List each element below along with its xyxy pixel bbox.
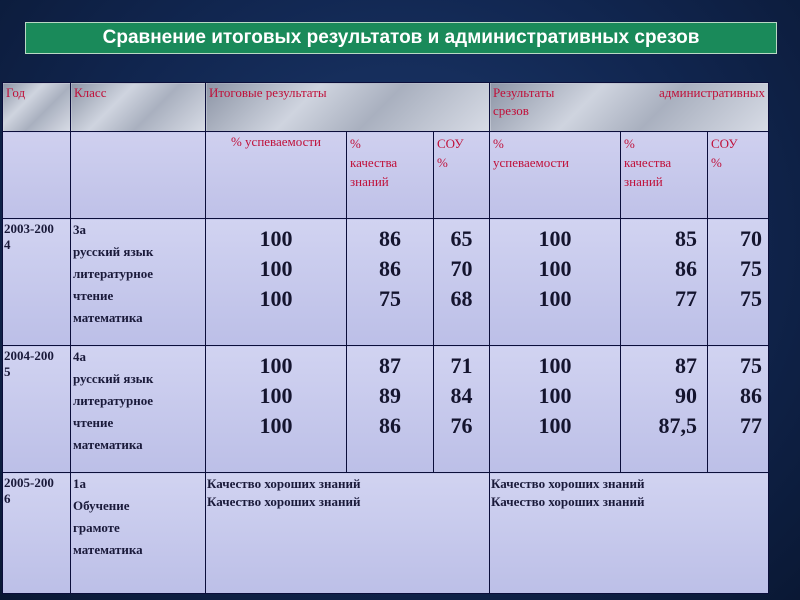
subheader-pct-success: % успеваемости xyxy=(206,132,347,219)
subheader-sou: СОУ % xyxy=(434,132,490,219)
subheader-admin-sou: СОУ % xyxy=(708,132,769,219)
final-sou-cell: 65 70 68 xyxy=(434,219,490,346)
final-quality-cell: 87 89 86 xyxy=(347,346,434,473)
class-cell: 4а русский язык литературное чтение математика xyxy=(71,346,206,473)
header-row xyxy=(3,83,769,132)
admin-quality-text-cell: Качество хороших знаний Качество хороших знаний xyxy=(490,473,769,594)
results-table xyxy=(2,82,769,594)
table-row xyxy=(3,346,769,473)
admin-sou-cell: 75 86 77 xyxy=(708,346,769,473)
final-sou-cell: 71 84 76 xyxy=(434,346,490,473)
subheader-blank-class xyxy=(71,132,206,219)
subheader-row xyxy=(3,132,769,219)
year-cell: 2005-200 6 xyxy=(3,473,71,594)
class-cell: 3а русский язык литературное чтение математика xyxy=(71,219,206,346)
year-cell: 2003-200 4 xyxy=(3,219,71,346)
header-final-results: Итоговые результаты xyxy=(206,83,490,132)
subheader-admin-pct-quality: % качества знаний xyxy=(621,132,708,219)
admin-sou-cell: 70 75 75 xyxy=(708,219,769,346)
header-class: Класс xyxy=(71,83,206,132)
final-success-cell: 100 100 100 xyxy=(206,346,347,473)
year-cell: 2004-200 5 xyxy=(3,346,71,473)
final-quality-text-cell: Качество хороших знаний Качество хороших знаний xyxy=(206,473,490,594)
table-row xyxy=(3,219,769,346)
admin-quality-cell: 85 86 77 xyxy=(621,219,708,346)
table-row xyxy=(3,473,769,594)
admin-success-cell: 100 100 100 xyxy=(490,346,621,473)
subheader-pct-quality: % качества знаний xyxy=(347,132,434,219)
header-admin-results: Результаты административных срезов xyxy=(490,83,769,132)
slide-title: Сравнение итоговых результатов и административных срезов xyxy=(25,22,777,54)
subheader-blank-year xyxy=(3,132,71,219)
class-cell: 1а Обучение грамоте математика xyxy=(71,473,206,594)
subheader-admin-pct-success: % успеваемости xyxy=(490,132,621,219)
admin-success-cell: 100 100 100 xyxy=(490,219,621,346)
final-success-cell: 100 100 100 xyxy=(206,219,347,346)
header-year: Год xyxy=(3,83,71,132)
admin-quality-cell: 87 90 87,5 xyxy=(621,346,708,473)
final-quality-cell: 86 86 75 xyxy=(347,219,434,346)
